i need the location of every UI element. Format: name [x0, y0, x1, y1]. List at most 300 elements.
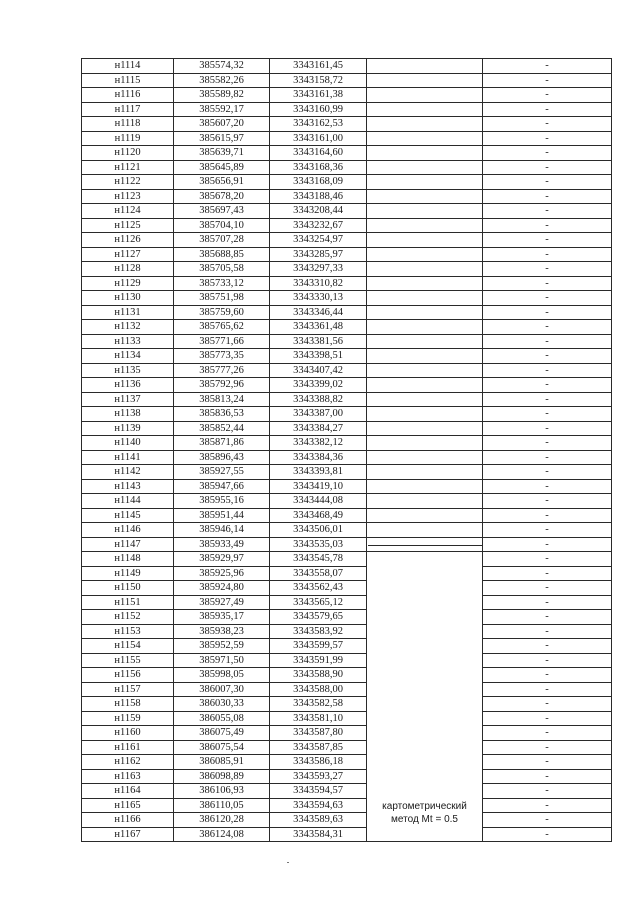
method-cell-empty — [367, 305, 483, 320]
y-coordinate-cell: 3343346,44 — [270, 305, 367, 320]
point-id-cell: н1118 — [82, 117, 174, 132]
table-row — [82, 320, 612, 335]
description-cell: - — [483, 378, 612, 393]
y-coordinate-cell: 3343594,57 — [270, 784, 367, 799]
point-id-cell: н1157 — [82, 682, 174, 697]
point-id-cell: н1161 — [82, 740, 174, 755]
description-cell: - — [483, 827, 612, 842]
table-row — [82, 305, 612, 320]
method-cell-empty — [367, 88, 483, 103]
point-id-cell: н1144 — [82, 494, 174, 509]
x-coordinate-cell: 385927,49 — [174, 595, 270, 610]
description-cell: - — [483, 508, 612, 523]
method-cell-empty — [367, 523, 483, 538]
method-cell-empty — [367, 160, 483, 175]
point-id-cell: н1156 — [82, 668, 174, 683]
method-cell-empty — [367, 508, 483, 523]
y-coordinate-cell: 3343160,99 — [270, 102, 367, 117]
x-coordinate-cell: 385759,60 — [174, 305, 270, 320]
x-coordinate-cell: 386075,54 — [174, 740, 270, 755]
y-coordinate-cell: 3343161,38 — [270, 88, 367, 103]
point-id-cell: н1125 — [82, 218, 174, 233]
y-coordinate-cell: 3343399,02 — [270, 378, 367, 393]
x-coordinate-cell: 386120,28 — [174, 813, 270, 828]
point-id-cell: н1167 — [82, 827, 174, 842]
table-row — [82, 537, 612, 552]
description-cell: - — [483, 523, 612, 538]
point-id-cell: н1165 — [82, 798, 174, 813]
y-coordinate-cell: 3343384,27 — [270, 421, 367, 436]
point-id-cell: н1133 — [82, 334, 174, 349]
description-cell: - — [483, 276, 612, 291]
table-row — [82, 682, 612, 697]
point-id-cell: н1158 — [82, 697, 174, 712]
table-row — [82, 117, 612, 132]
x-coordinate-cell: 385792,96 — [174, 378, 270, 393]
x-coordinate-cell: 386055,08 — [174, 711, 270, 726]
table-row — [82, 755, 612, 770]
method-cell-empty — [367, 378, 483, 393]
point-id-cell: н1143 — [82, 479, 174, 494]
point-id-cell: н1122 — [82, 175, 174, 190]
description-cell: - — [483, 624, 612, 639]
description-cell: - — [483, 639, 612, 654]
method-cell-empty — [367, 276, 483, 291]
y-coordinate-cell: 3343594,63 — [270, 798, 367, 813]
method-cell-empty — [367, 117, 483, 132]
description-cell: - — [483, 668, 612, 683]
point-id-cell: н1135 — [82, 363, 174, 378]
y-coordinate-cell: 3343384,36 — [270, 450, 367, 465]
y-coordinate-cell: 3343168,09 — [270, 175, 367, 190]
point-id-cell: н1141 — [82, 450, 174, 465]
x-coordinate-cell: 385836,53 — [174, 407, 270, 422]
table-row — [82, 653, 612, 668]
point-id-cell: н1148 — [82, 552, 174, 567]
point-id-cell: н1140 — [82, 436, 174, 451]
description-cell: - — [483, 581, 612, 596]
table-row — [82, 566, 612, 581]
x-coordinate-cell: 385929,97 — [174, 552, 270, 567]
point-id-cell: н1123 — [82, 189, 174, 204]
y-coordinate-cell: 3343589,63 — [270, 813, 367, 828]
table-row — [82, 204, 612, 219]
y-coordinate-cell: 3343161,00 — [270, 131, 367, 146]
description-cell: - — [483, 755, 612, 770]
point-id-cell: н1146 — [82, 523, 174, 538]
description-cell: - — [483, 146, 612, 161]
x-coordinate-cell: 385765,62 — [174, 320, 270, 335]
point-id-cell: н1130 — [82, 291, 174, 306]
x-coordinate-cell: 385607,20 — [174, 117, 270, 132]
method-cell-empty — [367, 131, 483, 146]
method-cell-empty — [367, 73, 483, 88]
method-cell-empty — [367, 146, 483, 161]
x-coordinate-cell: 385924,80 — [174, 581, 270, 596]
y-coordinate-cell: 3343254,97 — [270, 233, 367, 248]
method-cell-empty — [367, 363, 483, 378]
table-row — [82, 392, 612, 407]
table-row — [82, 726, 612, 741]
table-row — [82, 450, 612, 465]
y-coordinate-cell: 3343562,43 — [270, 581, 367, 596]
y-coordinate-cell: 3343381,56 — [270, 334, 367, 349]
x-coordinate-cell: 385582,26 — [174, 73, 270, 88]
y-coordinate-cell: 3343382,12 — [270, 436, 367, 451]
x-coordinate-cell: 385589,82 — [174, 88, 270, 103]
point-id-cell: н1155 — [82, 653, 174, 668]
y-coordinate-cell: 3343393,81 — [270, 465, 367, 480]
method-cell-empty — [367, 392, 483, 407]
description-cell: - — [483, 494, 612, 509]
y-coordinate-cell: 3343407,42 — [270, 363, 367, 378]
x-coordinate-cell: 385678,20 — [174, 189, 270, 204]
point-id-cell: н1134 — [82, 349, 174, 364]
y-coordinate-cell: 3343591,99 — [270, 653, 367, 668]
table-row — [82, 247, 612, 262]
table-row — [82, 581, 612, 596]
method-cell-empty — [367, 59, 483, 74]
point-id-cell: н1120 — [82, 146, 174, 161]
method-cell-empty — [367, 189, 483, 204]
table-row — [82, 813, 612, 828]
point-id-cell: н1121 — [82, 160, 174, 175]
x-coordinate-cell: 385697,43 — [174, 204, 270, 219]
description-cell: - — [483, 726, 612, 741]
description-cell: - — [483, 465, 612, 480]
method-cell-empty — [367, 494, 483, 509]
x-coordinate-cell: 386098,89 — [174, 769, 270, 784]
method-cell-empty — [367, 349, 483, 364]
y-coordinate-cell: 3343583,92 — [270, 624, 367, 639]
x-coordinate-cell: 386075,49 — [174, 726, 270, 741]
point-id-cell: н1142 — [82, 465, 174, 480]
point-id-cell: н1145 — [82, 508, 174, 523]
description-cell: - — [483, 291, 612, 306]
x-coordinate-cell: 385777,26 — [174, 363, 270, 378]
y-coordinate-cell: 3343388,82 — [270, 392, 367, 407]
point-id-cell: н1149 — [82, 566, 174, 581]
table-row — [82, 697, 612, 712]
x-coordinate-cell: 385656,91 — [174, 175, 270, 190]
point-id-cell: н1153 — [82, 624, 174, 639]
description-cell: - — [483, 610, 612, 625]
description-cell: - — [483, 175, 612, 190]
y-coordinate-cell: 3343188,46 — [270, 189, 367, 204]
x-coordinate-cell: 385925,96 — [174, 566, 270, 581]
method-cell-empty — [367, 320, 483, 335]
y-coordinate-cell: 3343208,44 — [270, 204, 367, 219]
y-coordinate-cell: 3343558,07 — [270, 566, 367, 581]
y-coordinate-cell: 3343330,13 — [270, 291, 367, 306]
description-cell: - — [483, 334, 612, 349]
x-coordinate-cell: 385813,24 — [174, 392, 270, 407]
description-cell: - — [483, 218, 612, 233]
x-coordinate-cell: 385946,14 — [174, 523, 270, 538]
y-coordinate-cell: 3343232,67 — [270, 218, 367, 233]
description-cell: - — [483, 160, 612, 175]
description-cell: - — [483, 73, 612, 88]
y-coordinate-cell: 3343162,53 — [270, 117, 367, 132]
method-group-separator — [368, 545, 483, 546]
x-coordinate-cell: 385896,43 — [174, 450, 270, 465]
table-row — [82, 827, 612, 842]
y-coordinate-cell: 3343161,45 — [270, 59, 367, 74]
method-cell-empty — [367, 218, 483, 233]
table-row — [82, 769, 612, 784]
method-cell-empty — [367, 334, 483, 349]
y-coordinate-cell: 3343582,58 — [270, 697, 367, 712]
y-coordinate-cell: 3343506,01 — [270, 523, 367, 538]
method-cell-empty — [367, 465, 483, 480]
x-coordinate-cell: 385751,98 — [174, 291, 270, 306]
y-coordinate-cell: 3343584,31 — [270, 827, 367, 842]
method-cell-empty — [367, 421, 483, 436]
table-row — [82, 479, 612, 494]
method-cell-empty — [367, 450, 483, 465]
description-cell: - — [483, 813, 612, 828]
x-coordinate-cell: 386007,30 — [174, 682, 270, 697]
table-row — [82, 175, 612, 190]
table-row — [82, 233, 612, 248]
x-coordinate-cell: 385933,49 — [174, 537, 270, 552]
x-coordinate-cell: 386124,08 — [174, 827, 270, 842]
x-coordinate-cell: 386085,91 — [174, 755, 270, 770]
description-cell: - — [483, 102, 612, 117]
point-id-cell: н1124 — [82, 204, 174, 219]
description-cell: - — [483, 305, 612, 320]
y-coordinate-cell: 3343285,97 — [270, 247, 367, 262]
description-cell: - — [483, 537, 612, 552]
description-cell: - — [483, 421, 612, 436]
method-cell-empty — [367, 262, 483, 277]
x-coordinate-cell: 385971,50 — [174, 653, 270, 668]
description-cell: - — [483, 204, 612, 219]
description-cell: - — [483, 392, 612, 407]
table-row — [82, 88, 612, 103]
y-coordinate-cell: 3343588,00 — [270, 682, 367, 697]
x-coordinate-cell: 385733,12 — [174, 276, 270, 291]
table-row — [82, 102, 612, 117]
x-coordinate-cell: 385935,17 — [174, 610, 270, 625]
description-cell: - — [483, 363, 612, 378]
description-cell: - — [483, 798, 612, 813]
method-cell-empty — [367, 479, 483, 494]
coordinates-table-body — [82, 59, 612, 842]
x-coordinate-cell: 385955,16 — [174, 494, 270, 509]
description-cell: - — [483, 349, 612, 364]
x-coordinate-cell: 385704,10 — [174, 218, 270, 233]
coordinates-table — [81, 58, 612, 842]
description-cell: - — [483, 262, 612, 277]
point-id-cell: н1162 — [82, 755, 174, 770]
table-row — [82, 523, 612, 538]
x-coordinate-cell: 385574,32 — [174, 59, 270, 74]
table-row — [82, 711, 612, 726]
description-cell: - — [483, 233, 612, 248]
y-coordinate-cell: 3343444,08 — [270, 494, 367, 509]
table-row — [82, 73, 612, 88]
x-coordinate-cell: 385592,17 — [174, 102, 270, 117]
x-coordinate-cell: 385645,89 — [174, 160, 270, 175]
description-cell: - — [483, 566, 612, 581]
x-coordinate-cell: 385951,44 — [174, 508, 270, 523]
x-coordinate-cell: 385952,59 — [174, 639, 270, 654]
y-coordinate-cell: 3343164,60 — [270, 146, 367, 161]
x-coordinate-cell: 385639,71 — [174, 146, 270, 161]
y-coordinate-cell: 3343586,18 — [270, 755, 367, 770]
x-coordinate-cell: 385773,35 — [174, 349, 270, 364]
y-coordinate-cell: 3343168,36 — [270, 160, 367, 175]
y-coordinate-cell: 3343387,00 — [270, 407, 367, 422]
y-coordinate-cell: 3343158,72 — [270, 73, 367, 88]
description-cell: - — [483, 189, 612, 204]
method-cell-empty — [367, 247, 483, 262]
table-row — [82, 421, 612, 436]
point-id-cell: н1114 — [82, 59, 174, 74]
description-cell: - — [483, 450, 612, 465]
table-row — [82, 624, 612, 639]
y-coordinate-cell: 3343297,33 — [270, 262, 367, 277]
x-coordinate-cell: 385871,86 — [174, 436, 270, 451]
point-id-cell: н1159 — [82, 711, 174, 726]
table-row — [82, 334, 612, 349]
x-coordinate-cell: 385998,05 — [174, 668, 270, 683]
scan-speck — [287, 862, 289, 863]
x-coordinate-cell: 385947,66 — [174, 479, 270, 494]
y-coordinate-cell: 3343588,90 — [270, 668, 367, 683]
description-cell: - — [483, 682, 612, 697]
x-coordinate-cell: 385705,58 — [174, 262, 270, 277]
x-coordinate-cell: 386106,93 — [174, 784, 270, 799]
point-id-cell: н1164 — [82, 784, 174, 799]
table-row — [82, 668, 612, 683]
point-id-cell: н1138 — [82, 407, 174, 422]
table-row — [82, 146, 612, 161]
description-cell: - — [483, 769, 612, 784]
method-note-cell: картометрический метод Mt = 0.5 — [367, 552, 483, 842]
description-cell: - — [483, 320, 612, 335]
point-id-cell: н1160 — [82, 726, 174, 741]
method-cell-empty — [367, 291, 483, 306]
description-cell: - — [483, 552, 612, 567]
description-cell: - — [483, 436, 612, 451]
point-id-cell: н1163 — [82, 769, 174, 784]
table-row — [82, 508, 612, 523]
point-id-cell: н1166 — [82, 813, 174, 828]
point-id-cell: н1127 — [82, 247, 174, 262]
method-cell-empty — [367, 102, 483, 117]
point-id-cell: н1131 — [82, 305, 174, 320]
point-id-cell: н1151 — [82, 595, 174, 610]
table-row — [82, 465, 612, 480]
description-cell: - — [483, 784, 612, 799]
description-cell: - — [483, 479, 612, 494]
point-id-cell: н1136 — [82, 378, 174, 393]
point-id-cell: н1116 — [82, 88, 174, 103]
table-row — [82, 189, 612, 204]
description-cell: - — [483, 131, 612, 146]
table-row — [82, 610, 612, 625]
y-coordinate-cell: 3343587,80 — [270, 726, 367, 741]
table-row — [82, 740, 612, 755]
x-coordinate-cell: 385852,44 — [174, 421, 270, 436]
table-row — [82, 59, 612, 74]
table-row — [82, 378, 612, 393]
description-cell: - — [483, 653, 612, 668]
y-coordinate-cell: 3343398,51 — [270, 349, 367, 364]
y-coordinate-cell: 3343545,78 — [270, 552, 367, 567]
description-cell: - — [483, 595, 612, 610]
y-coordinate-cell: 3343468,49 — [270, 508, 367, 523]
y-coordinate-cell: 3343419,10 — [270, 479, 367, 494]
method-cell-empty — [367, 204, 483, 219]
method-cell-empty — [367, 407, 483, 422]
y-coordinate-cell: 3343565,12 — [270, 595, 367, 610]
table-row — [82, 639, 612, 654]
description-cell: - — [483, 88, 612, 103]
table-row — [82, 407, 612, 422]
point-id-cell: н1115 — [82, 73, 174, 88]
point-id-cell: н1132 — [82, 320, 174, 335]
y-coordinate-cell: 3343587,85 — [270, 740, 367, 755]
point-id-cell: н1129 — [82, 276, 174, 291]
description-cell: - — [483, 711, 612, 726]
description-cell: - — [483, 247, 612, 262]
point-id-cell: н1154 — [82, 639, 174, 654]
point-id-cell: н1139 — [82, 421, 174, 436]
table-row — [82, 552, 612, 567]
table-row — [82, 349, 612, 364]
x-coordinate-cell: 385771,66 — [174, 334, 270, 349]
table-row — [82, 436, 612, 451]
point-id-cell: н1147 — [82, 537, 174, 552]
point-id-cell: н1117 — [82, 102, 174, 117]
table-row — [82, 595, 612, 610]
point-id-cell: н1119 — [82, 131, 174, 146]
description-cell: - — [483, 740, 612, 755]
table-row — [82, 218, 612, 233]
x-coordinate-cell: 386110,05 — [174, 798, 270, 813]
y-coordinate-cell: 3343310,82 — [270, 276, 367, 291]
x-coordinate-cell: 386030,33 — [174, 697, 270, 712]
table-row — [82, 784, 612, 799]
y-coordinate-cell: 3343599,57 — [270, 639, 367, 654]
description-cell: - — [483, 117, 612, 132]
y-coordinate-cell: 3343361,48 — [270, 320, 367, 335]
x-coordinate-cell: 385688,85 — [174, 247, 270, 262]
y-coordinate-cell: 3343535,03 — [270, 537, 367, 552]
x-coordinate-cell: 385938,23 — [174, 624, 270, 639]
table-row — [82, 494, 612, 509]
y-coordinate-cell: 3343579,65 — [270, 610, 367, 625]
point-id-cell: н1128 — [82, 262, 174, 277]
point-id-cell: н1150 — [82, 581, 174, 596]
point-id-cell: н1126 — [82, 233, 174, 248]
table-row — [82, 276, 612, 291]
description-cell: - — [483, 59, 612, 74]
table-row — [82, 160, 612, 175]
table-row — [82, 363, 612, 378]
y-coordinate-cell: 3343581,10 — [270, 711, 367, 726]
method-cell-empty — [367, 175, 483, 190]
table-row — [82, 131, 612, 146]
table-row — [82, 291, 612, 306]
x-coordinate-cell: 385707,28 — [174, 233, 270, 248]
description-cell: - — [483, 407, 612, 422]
point-id-cell: н1152 — [82, 610, 174, 625]
table-row — [82, 798, 612, 813]
